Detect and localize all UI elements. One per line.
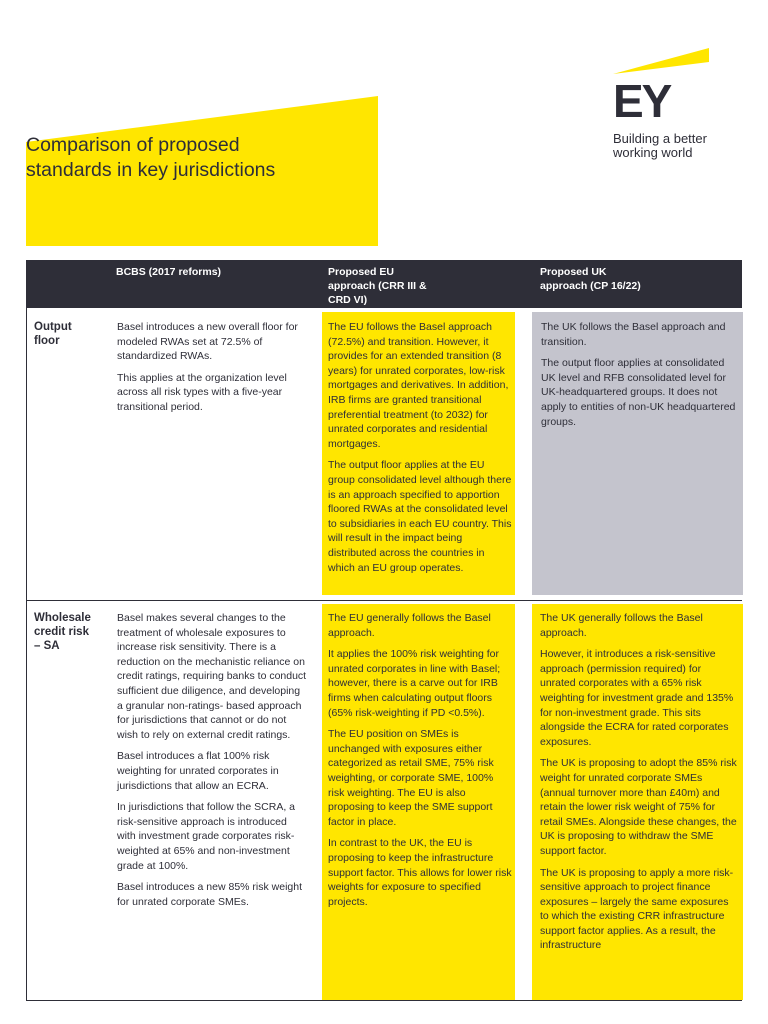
- page-title: Comparison of proposed standards in key jurisdictions: [26, 134, 276, 181]
- row-divider: [26, 308, 27, 600]
- table-header: [26, 260, 742, 308]
- header-uk: Proposed UK approach (CP 16/22): [540, 266, 641, 292]
- cell-uk-output-floor: The UK follows the Basel approach and transition. The output floor applies at consolidated UK level and RFB consolidated level for UK-headquartered groups. It does not apply to entities of non-UK headquartered groups.: [532, 312, 743, 595]
- row-label-wholesale-credit-risk: Wholesale credit risk – SA: [34, 612, 91, 652]
- ey-tagline: Building a better working world: [613, 131, 707, 160]
- cell-bcbs-output-floor: Basel introduces a new overall floor for modeled RWAs set at 72.5% of standardized RWAs. This applies at the organization level across all risk types with a five-year transitional period.: [117, 321, 298, 413]
- row-divider: [26, 600, 27, 1000]
- cell-bcbs-wholesale-credit-risk: Basel makes several changes to the treatment of wholesale exposures to increase risk sensitivity. There is a reduction on the mechanistic reliance on credit ratings, requiring banks to conduct sufficient due diligence, and developing a granular non-ratings- based approach for jurisdictions that cannot or do not wish to rely on external credit ratings. Basel introduces a flat 100% risk weighting for unrated corporates in jurisdictions that allow an ECRA. In jurisdictions that follow the SCRA, a risk-sensitive approach is introduced with investment grade corporates risk- weighted at 65% and non-investment grade at 100%. Basel introduces a new 85% risk weight for unrated corporate SMEs.: [117, 612, 307, 908]
- header-bcbs: BCBS (2017 reforms): [116, 266, 222, 278]
- row-label-output-floor: Output floor: [34, 321, 72, 347]
- row-separator: [26, 600, 742, 601]
- ey-logo: [613, 46, 723, 161]
- ey-logo-text: EY: [613, 75, 671, 127]
- cell-eu-output-floor: The EU follows the Basel approach (72.5%) and transition. However, it provides for an extended transition (8 years) for unrated corporates, low-risk mortgages and derivatives. In addition, IRB firms are granted transitional preferential treatment (to 2032) for unrated corporates and residential mortgages. The output floor applies at the EU group consolidated level although there is an approach specified to apportion floored RWAs at the consolidated level to subsidiaries in each EU country. This will result in the impact being distributed across the countries in which an EU group operates.: [322, 312, 515, 595]
- row-separator: [26, 1000, 742, 1001]
- cell-eu-wholesale-credit-risk: The EU generally follows the Basel approach. It applies the 100% risk weighting for unrated corporates in line with Basel; however, there is a carve out for IRB firms when calculating output floors (65% risk-weighting if PD <0.5%). The EU position on SMEs is unchanged with exposures either categorized as retail SME, 75% risk weighting, or corporate SME, 100% risk weighting. The EU is also proposing to keep the SME support factor in place. In contrast to the UK, the EU is proposing to keep the infrastructure support factor. This allows for lower risk weights for exposure to specified projects.: [322, 604, 515, 1000]
- cell-uk-wholesale-credit-risk: The UK generally follows the Basel approach. However, it introduces a risk-sensitive approach (permission required) for unrated corporates with a 65% risk weighting for investment grade and 135% for non-investment grade. This sits alongside the ECRA for rated corporates exposures. The UK is proposing to adopt the 85% risk weight for unrated corporate SMEs (annual turnover more than £40m) and retain the lower risk weight of 75% for retail SMEs. Alongside these changes, the UK is proposing to withdraw the SME support factor. The UK is proposing to apply a more risk-sensitive approach to project finance exposures – largely the same exposures to which the existing CRR infrastructure support factor applies. As a result, the infrastructure: [532, 604, 743, 1000]
- header-eu: Proposed EU approach (CRR III & CRD VI): [328, 266, 427, 306]
